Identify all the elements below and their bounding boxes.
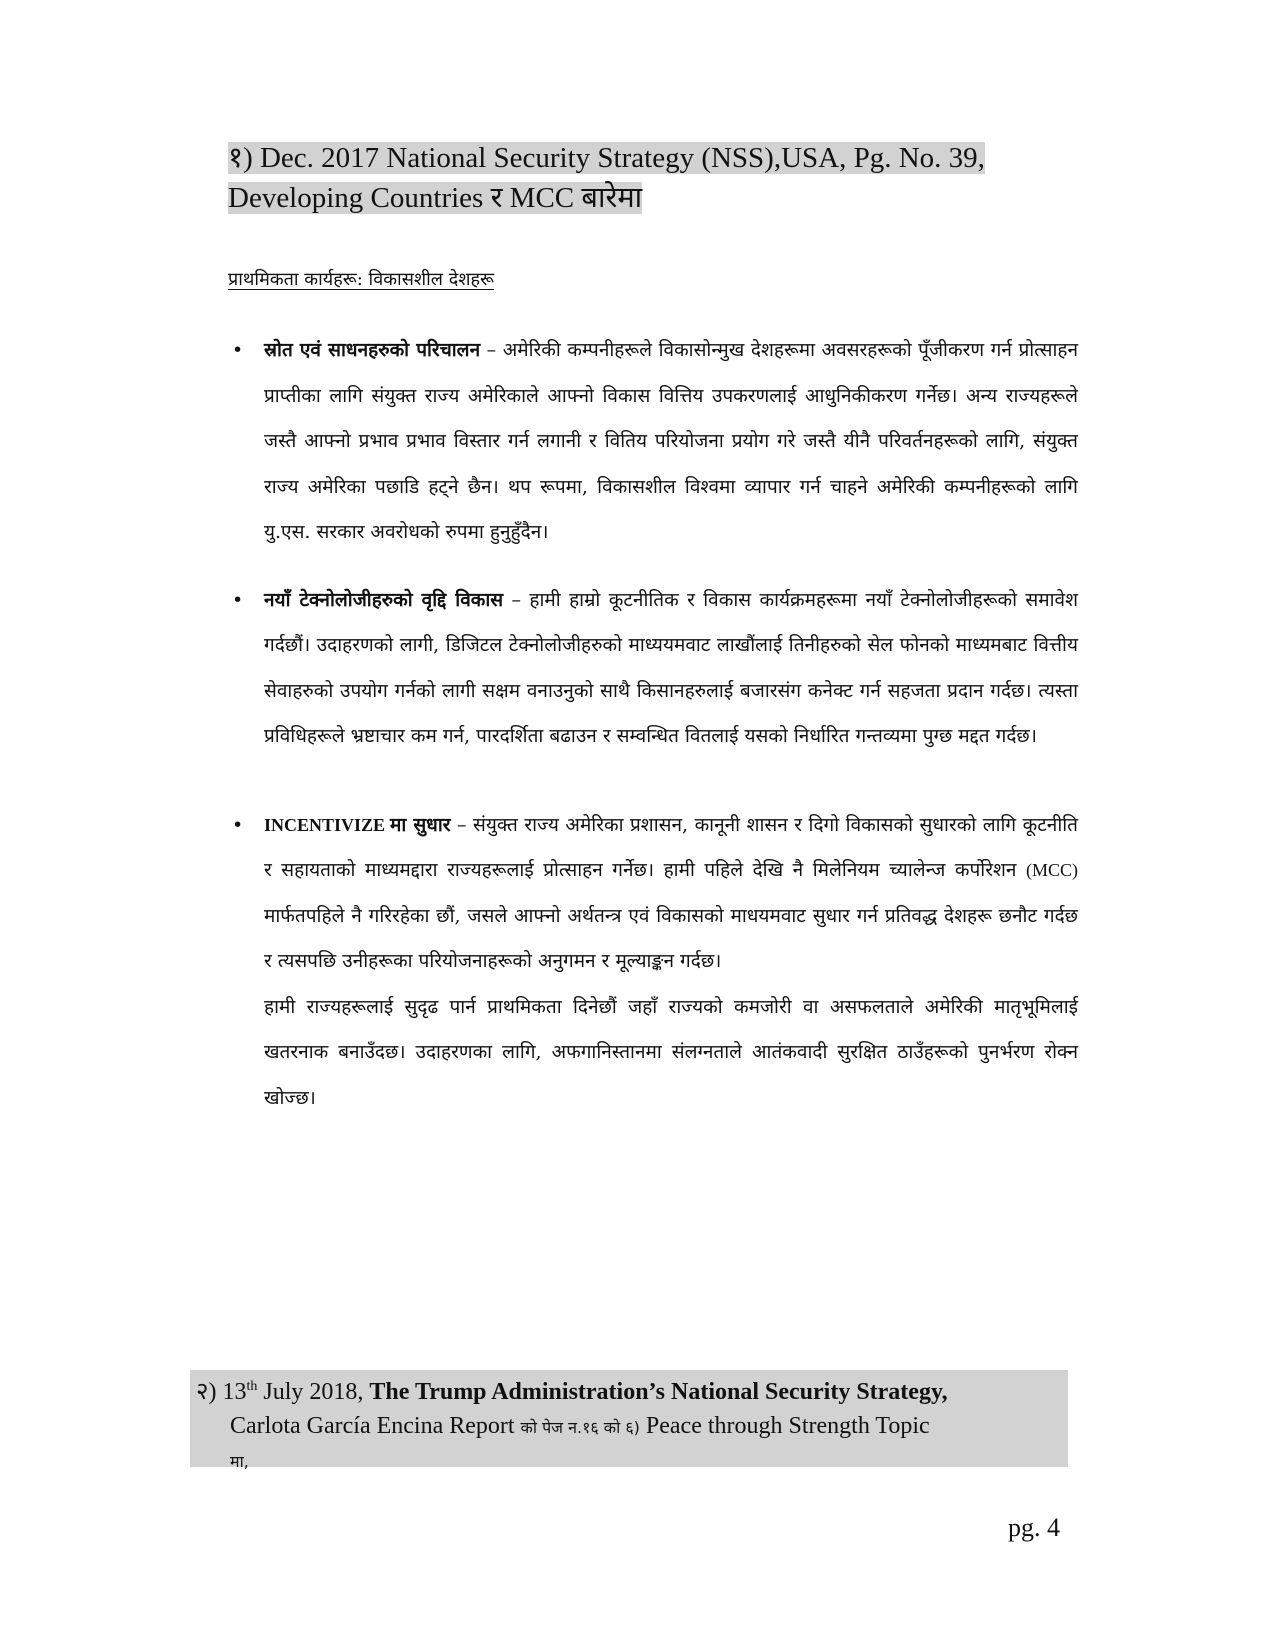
bullet-item-incentivize [228,803,1078,1122]
bullet-title-latin: INCENTIVIZE [264,814,390,835]
heading-1-line-2: Developing Countries र MCC बारेमा [228,182,643,214]
bullet-dot: • [232,339,244,361]
section-heading-1 [228,138,1078,218]
bullet-body: – अमेरिकी कम्पनीहरूले विकासोन्मुख देशहरूमा अवसरहरूको पूँजीकरण गर्न प्रोत्साहन प्राप्तीका लागि संयुक्त राज्य अमेरिकाले आफ्नो विकास वित्तिय उपकरणलाई आधुनिकीकरण गर्नेछ। अन्य राज्यहरूले जस्तै आफ्नो प्रभाव प्रभाव विस्तार गर्न लगानी र वितिय परियोजना प्रयोग गरे जस्तै यीनै परिवर्तनहरूको लागि, संयुक्त राज्य अमेरिका पछाडि हट्ने छैन। थप रूपमा, विकासशील विश्वमा व्यापार गर्न चाहने अमेरिकी कम्पनीहरूको लागि यु.एस. सरकार अवरोधको रुपमा हुनुहुँदैन। [264,339,1079,543]
bullet-body: – हामी हाम्रो कूटनीतिक र विकास कार्यक्रमहरूमा नयाँ टेक्नोलोजीहरूको समावेश गर्दछौं। उदाहरणको लागी, डिजिटल टेक्नोलोजीहरुको माध्ययमवाट लाखौंलाई तिनीहरुको सेल फोनको माध्यमबाट वित्तीय सेवाहरुको उपयोग गर्नको लागी सक्षम वनाउनुको साथै किसानहरुलाई बजारसंग कनेक्ट गर्न सहजता प्रदान गर्दछ। त्यस्ता प्रविधिहरूले भ्रष्टाचार कम गर्न, पारदर्शिता बढाउन र सम्वन्धित वितलाई यसको निर्धारित गन्तव्यमा पुग्छ मद्दत गर्दछ। [264,588,1078,747]
bullet-item-resources [228,328,1078,556]
heading-2-title: The Trump Administration’s National Security Strategy, [369,1379,948,1405]
bullet-title: मा सुधार [389,813,451,836]
heading-2-report: Carlota García Encina Report [230,1413,521,1439]
heading-1-line-1: १) Dec. 2017 National Security Strategy (NSS),USA, Pg. No. 39, [228,142,985,174]
heading-2-sup: th [246,1379,258,1394]
heading-2-date: July 2018, [257,1379,370,1405]
heading-2-line-3: मा, [230,1452,249,1471]
heading-2-prefix: २) 13 [196,1379,247,1405]
bullet-paragraph-2: हामी राज्यहरूलाई सुदृढ पार्न प्राथमिकता दिनेछौं जहाँ राज्यको कमजोरी वा असफलताले अमेरिकी मातृभूमिलाई खतरनाक बनाउँदछ। उदाहरणका लागि, अफगानिस्तानमा संलग्नताले आतंकवादी सुरक्षित ठाउँहरूको पुनर्भरण रोक्न खोज्छ। [264,995,1078,1109]
bullet-list [228,328,1078,1121]
bullet-title: स्रोत एवं साधनहरुको परिचालन [264,339,481,361]
heading-2-topic: Peace through Strength Topic [639,1413,930,1439]
bullet-body-latin: (MCC) [1025,860,1078,880]
heading-2-page-ref: को पेज न.१६ को ६) [520,1418,640,1437]
heading-2-line-2 [196,1409,1064,1445]
bullet-dot: • [232,588,244,611]
bullet-dot: • [232,813,244,836]
bullet-body-post: मार्फतपहिले नै गरिरहेका छौं, जसले आफ्नो अर्थतन्त्र एवं विकासको माधयमवाट सुधार गर्न प्रतिवद्ध देशहरू छनौट गर्दछ र त्यसपछि उनीहरूका परियोजनाहरूको अनुगमन र मूल्याङ्कन गर्दछ। [264,904,1078,972]
heading-2-line-1 [196,1370,1064,1409]
bullet-body-pre: – संयुक्त राज्य अमेरिका प्रशासन, कानूनी शासन र दिगो विकासको सुधारको लागि कूटनीति र सहायताको माध्यमद्दारा राज्यहरूलाई प्रोत्साहन गर्नेछ। हामी पहिले देखि नै मिलेनियम च्यालेन्ज कर्पोरेशन [264,813,1078,881]
bullet-paragraph-1 [264,803,1078,985]
bullet-title: नयाँ टेक्नोलोजीहरुको वृद्दि विकास [264,588,504,611]
priority-actions-subheading: प्राथमिकता कार्यहरू: विकासशील देशहरू [228,269,495,290]
section-heading-2 [190,1370,1068,1471]
bullet-item-technology [228,578,1078,760]
page-number: pg. 4 [1008,1513,1060,1542]
